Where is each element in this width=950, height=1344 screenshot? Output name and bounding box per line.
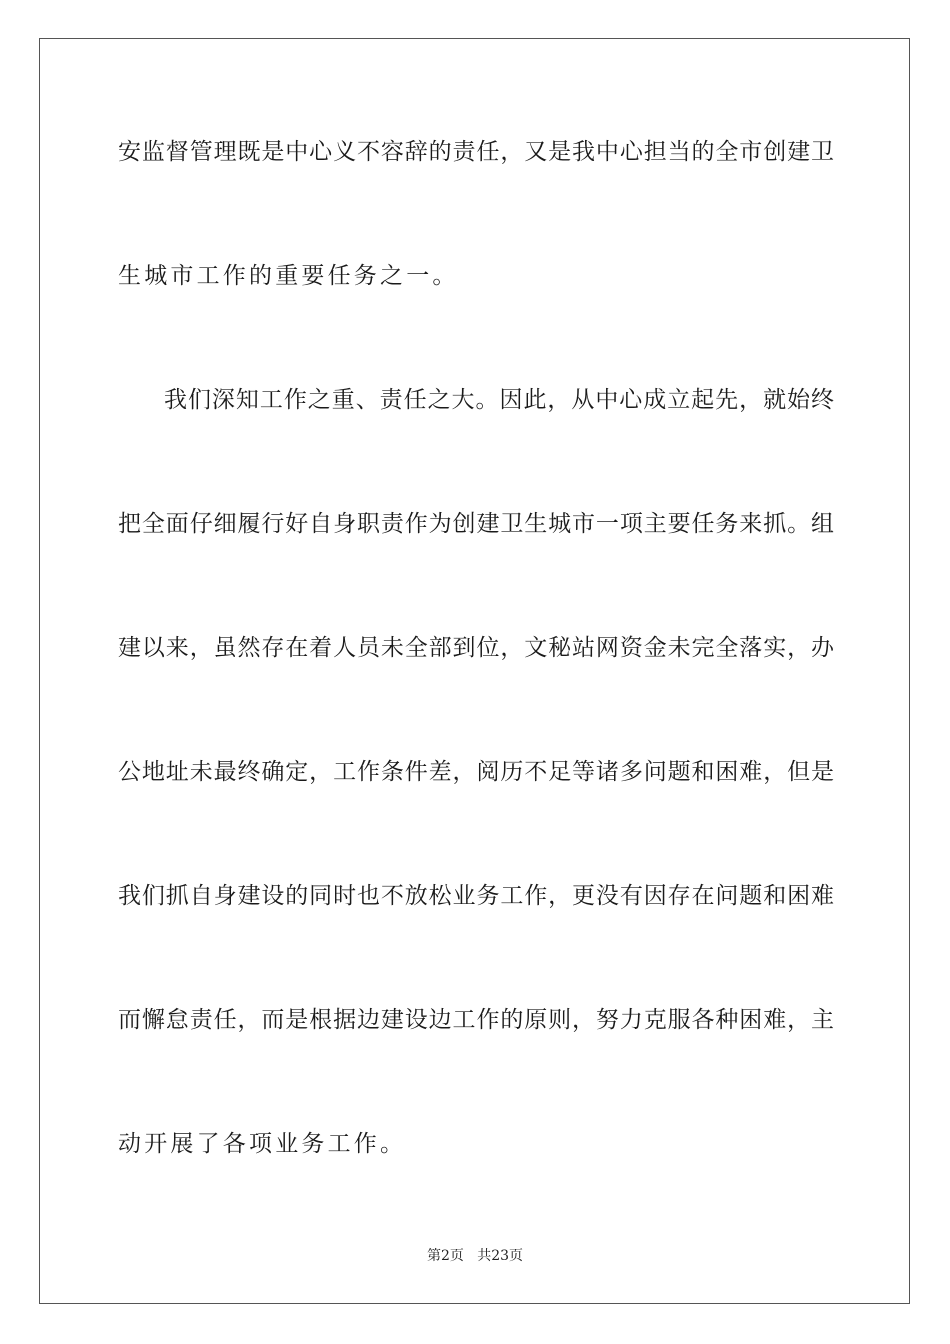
- body-line-8: 而懈怠责任，而是根据边建设边工作的原则，努力克服各种困难，主: [118, 1007, 834, 1033]
- body-line-2: 生城市工作的重要任务之一。: [118, 263, 459, 289]
- body-line-5: 建以来，虽然存在着人员未全部到位，文秘站网资金未完全落实，办: [118, 635, 834, 661]
- body-line-4: 把全面仔细履行好自身职责作为创建卫生城市一项主要任务来抓。组: [118, 511, 834, 537]
- body-line-9: 动开展了各项业务工作。: [118, 1131, 407, 1157]
- body-line-3: 我们深知工作之重、责任之大。因此，从中心成立起先，就始终: [164, 387, 834, 413]
- body-line-6: 公地址未最终确定，工作条件差，阅历不足等诸多问题和困难，但是: [118, 759, 834, 785]
- page-number-footer: 第2页 共23页: [426, 1248, 524, 1264]
- body-line-7: 我们抓自身建设的同时也不放松业务工作，更没有因存在问题和困难: [118, 883, 834, 909]
- page-border: [39, 38, 910, 1304]
- body-line-1: 安监督管理既是中心义不容辞的责任，又是我中心担当的全市创建卫: [118, 139, 834, 165]
